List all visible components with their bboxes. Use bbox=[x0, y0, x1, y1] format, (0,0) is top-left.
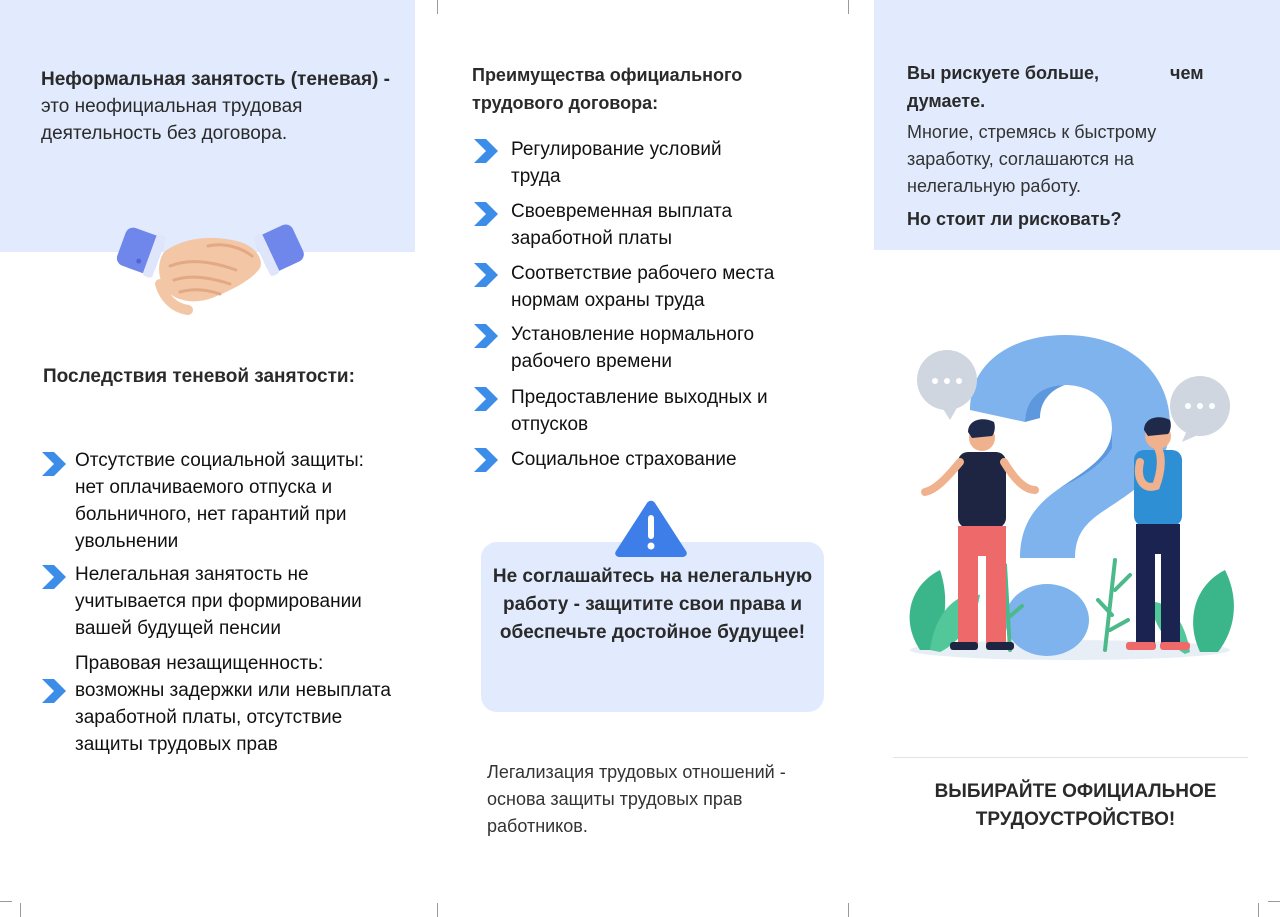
intro-title: Неформальная занятость (теневая) - bbox=[41, 69, 390, 90]
consequence-item-1: Отсутствие социальной защиты: нет оплачиваемого отпуска и больничного, нет гарантий при увольнении bbox=[75, 450, 364, 552]
advantage-item-1: Регулирование условий труда bbox=[511, 139, 722, 187]
chevron-right-icon bbox=[472, 262, 500, 288]
chevron-right-icon bbox=[40, 564, 68, 590]
crop-mark bbox=[1268, 901, 1280, 902]
advantage-item-2: Своевременная выплата заработной платы bbox=[511, 201, 733, 249]
risk-body: Многие, стремясь к быстрому заработку, соглашаются на нелегальную работу. bbox=[907, 122, 1157, 196]
warning-icon bbox=[613, 499, 689, 557]
crop-mark bbox=[20, 903, 21, 917]
consequence-item-3: Правовая незащищенность: возможны задержки или невыплата заработной платы, отсутствие защиты трудовых прав bbox=[75, 653, 391, 755]
advantage-item-6: Социальное страхование bbox=[511, 449, 737, 470]
advantage-item-5: Предоставление выходных и отпусков bbox=[511, 387, 768, 435]
callout-text: Не соглашайтесь на нелегальную работу - защитите свои права и обеспечьте достойное будущее! bbox=[492, 566, 813, 643]
advantage-item-3: Соответствие рабочего места нормам охраны труда bbox=[511, 263, 775, 311]
intro-definition bbox=[41, 66, 421, 147]
advantages-heading: Преимущества официального трудового договора: bbox=[472, 65, 743, 113]
crop-mark bbox=[848, 0, 849, 14]
advantage-item-4: Установление нормального рабочего времени bbox=[511, 324, 755, 372]
final-cta: ВЫБИРАЙТЕ ОФИЦИАЛЬНОЕ ТРУДОУСТРОЙСТВО! bbox=[934, 781, 1217, 830]
chevron-right-icon bbox=[472, 201, 500, 227]
consequence-item-2: Нелегальная занятость не учитывается при формировании вашей будущей пенсии bbox=[75, 564, 362, 639]
crop-mark bbox=[437, 0, 438, 14]
handshake-illustration bbox=[112, 218, 308, 318]
intro-rest: это неофициальная трудовая деятельность без договора. bbox=[41, 96, 303, 144]
chevron-right-icon bbox=[40, 451, 68, 477]
risk-question: Но стоит ли рисковать? bbox=[907, 209, 1122, 229]
crop-mark bbox=[1258, 903, 1259, 917]
chevron-right-icon bbox=[472, 447, 500, 473]
risk-heading-c: думаете. bbox=[907, 91, 986, 111]
chevron-right-icon bbox=[472, 323, 500, 349]
consequences-heading: Последствия теневой занятости: bbox=[43, 366, 355, 387]
chevron-right-icon bbox=[40, 678, 68, 704]
risk-heading bbox=[907, 59, 1217, 115]
legal-note: Легализация трудовых отношений - основа защиты трудовых прав работников. bbox=[487, 762, 786, 836]
crop-mark bbox=[848, 903, 849, 917]
chevron-right-icon bbox=[472, 386, 500, 412]
crop-mark bbox=[437, 903, 438, 917]
crop-mark bbox=[0, 901, 12, 902]
chevron-right-icon bbox=[472, 138, 500, 164]
divider bbox=[893, 757, 1248, 758]
risk-heading-a: Вы рискуете больше, bbox=[907, 63, 1100, 83]
risk-heading-b: чем bbox=[1170, 63, 1204, 83]
question-people-illustration bbox=[900, 330, 1245, 665]
